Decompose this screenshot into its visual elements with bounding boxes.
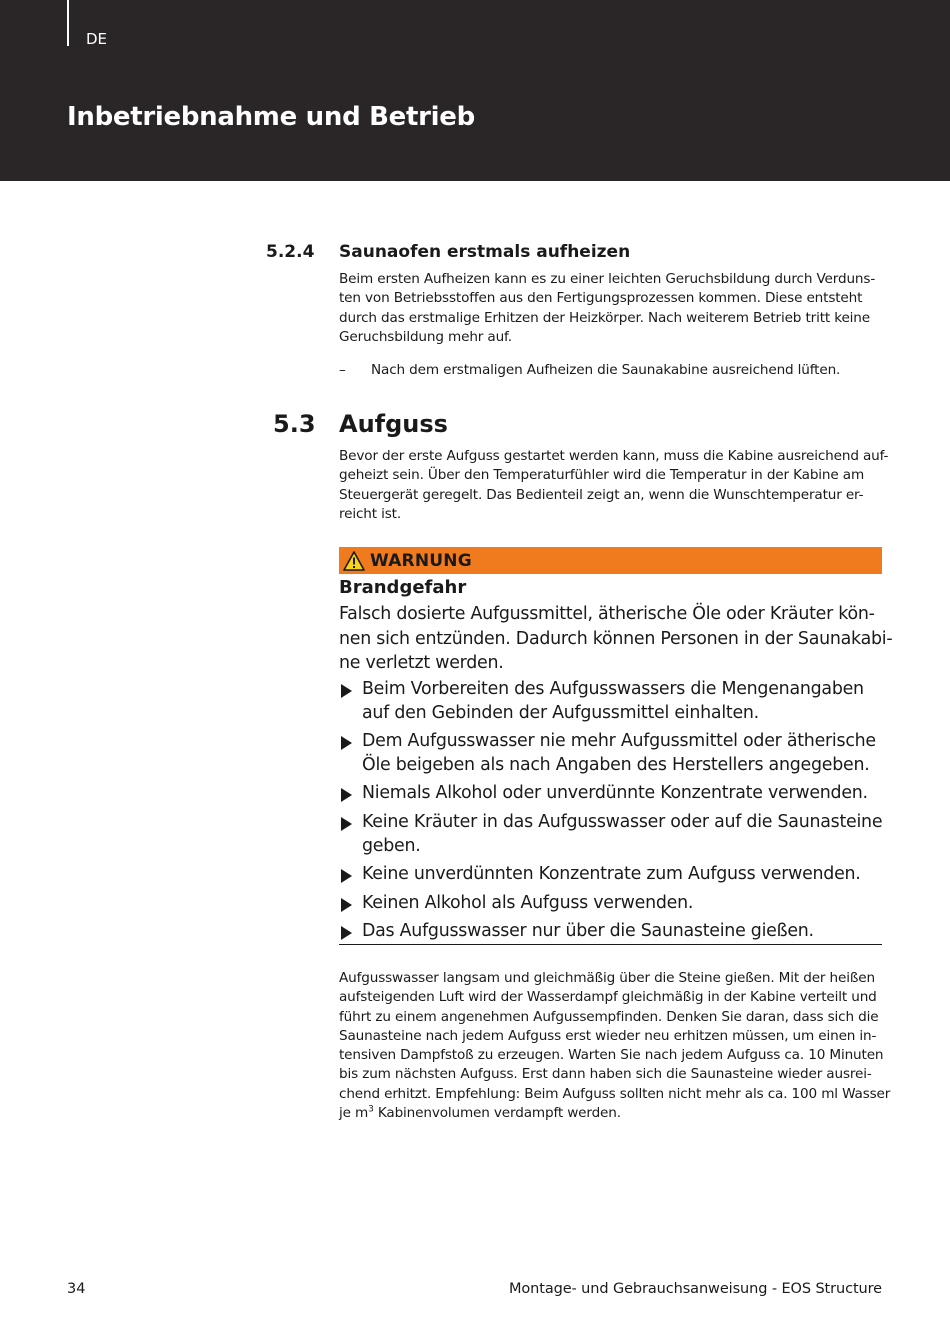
language-code: DE xyxy=(86,30,108,48)
hazard-line: ne verletzt werden. xyxy=(339,653,504,674)
paragraph-line: bis zum nächsten Aufguss. Erst dann haben sich die Saunasteine wieder ausrei- xyxy=(339,1066,872,1083)
header-divider xyxy=(67,0,69,46)
measure-line: Öle beigeben als nach Angaben des Herstellers angegeben. xyxy=(362,755,870,776)
triangle-bullet-icon xyxy=(341,684,352,698)
triangle-bullet-icon xyxy=(341,926,352,940)
hazard-line: nen sich entzünden. Dadurch können Personen in der Saunakabi- xyxy=(339,628,893,649)
dash-item-text: Nach dem erstmaligen Aufheizen die Saunakabine ausreichend lüften. xyxy=(371,362,841,378)
paragraph-line: Bevor der erste Aufguss gestartet werden kann, muss die Kabine ausreichend auf- xyxy=(339,448,889,464)
paragraph-line: durch das erstmalige Erhitzen der Heizkörper. Nach weiterem Betrieb tritt keine xyxy=(339,309,870,326)
triangle-bullet-icon xyxy=(341,869,352,883)
warning-triangle-icon xyxy=(343,551,365,571)
section-5-3-paragraph xyxy=(339,447,889,524)
measure-line: Keinen Alkohol als Aufguss verwenden. xyxy=(362,893,694,913)
triangle-bullet-icon xyxy=(341,898,352,912)
dash-bullet: – xyxy=(339,362,346,378)
paragraph-line: geheizt sein. Über den Temperaturfühler wird die Temperatur in der Kabine am xyxy=(339,467,865,484)
page-number: 34 xyxy=(67,1281,86,1297)
paragraph-line: Saunasteine nach jedem Aufguss erst wieder neu erhitzen müssen, um einen in- xyxy=(339,1027,877,1044)
paragraph-line: aufsteigenden Luft wird der Wasserdampf gleichmäßig in der Kabine verteilt und xyxy=(339,989,877,1006)
paragraph-line: führt zu einem angenehmen Aufgussempfinden. Denken Sie daran, dass sich die xyxy=(339,1008,879,1025)
paragraph-line: Beim ersten Aufheizen kann es zu einer leichten Geruchsbildung durch Verduns- xyxy=(339,271,876,287)
triangle-bullet-icon xyxy=(341,736,352,750)
measure-line: auf den Gebinden der Aufgussmittel einhalten. xyxy=(362,703,759,724)
aufguss-instructions-paragraph xyxy=(339,969,891,1123)
paragraph-last-line xyxy=(339,1104,882,1123)
paragraph-line: chend erhitzt. Empfehlung: Beim Aufguss sollten nicht mehr als ca. 100 ml Wasser xyxy=(339,1085,891,1102)
paragraph-line: reicht ist. xyxy=(339,505,402,522)
paragraph-line: ten von Betriebsstoffen aus den Fertigungsprozessen kommen. Diese entsteht xyxy=(339,290,863,307)
paragraph-line: Geruchsbildung mehr auf. xyxy=(339,328,512,345)
triangle-bullet-icon xyxy=(341,817,352,831)
triangle-bullet-icon xyxy=(341,788,352,802)
hazard-description xyxy=(339,602,892,676)
measure-line: Das Aufgusswasser nur über die Saunasteine gießen. xyxy=(362,921,814,941)
header-band xyxy=(0,0,950,181)
last-line-post: Kabinenvolumen verdampft werden. xyxy=(373,1105,621,1122)
warning-label: WARNUNG xyxy=(370,550,472,571)
section-title-5-2-4: Saunaofen erstmals aufheizen xyxy=(339,242,631,262)
paragraph-line: tensiven Dampfstoß zu erzeugen. Warten Sie nach jedem Aufguss ca. 10 Minuten xyxy=(339,1047,884,1064)
hazard-title: Brandgefahr xyxy=(339,577,467,598)
warning-bar xyxy=(339,547,882,574)
measure-line: Niemals Alkohol oder unverdünnte Konzentrate verwenden. xyxy=(362,783,868,803)
section-number-5-2-4: 5.2.4 xyxy=(266,242,315,262)
last-line-pre: je m xyxy=(339,1105,369,1122)
warning-end-divider xyxy=(339,944,882,945)
section-number-5-3: 5.3 xyxy=(273,410,316,438)
superscript-3: 3 xyxy=(368,1104,374,1115)
measure-line: geben. xyxy=(362,836,421,857)
measure-line: Beim Vorbereiten des Aufgusswassers die Mengenangaben xyxy=(362,679,864,699)
measure-line: Dem Aufgusswasser nie mehr Aufgussmittel oder ätherische xyxy=(362,731,876,751)
section-title-5-3: Aufguss xyxy=(339,410,448,438)
hazard-line: Falsch dosierte Aufgussmittel, ätherische Öle oder Kräuter kön- xyxy=(339,604,875,624)
paragraph-line: Steuergerät geregelt. Das Bedienteil zeigt an, wenn die Wunschtemperatur er- xyxy=(339,486,864,503)
document-title: Montage- und Gebrauchsanweisung - EOS Structure xyxy=(508,1281,882,1297)
section-5-2-4-paragraph xyxy=(339,270,882,347)
measure-line: Keine Kräuter in das Aufgusswasser oder auf die Saunasteine xyxy=(362,812,883,832)
measure-line: Keine unverdünnten Konzentrate zum Aufguss verwenden. xyxy=(362,864,861,884)
paragraph-line: Aufgusswasser langsam und gleichmäßig über die Steine gießen. Mit der heißen xyxy=(339,970,875,986)
chapter-title: Inbetriebnahme und Betrieb xyxy=(67,102,475,132)
